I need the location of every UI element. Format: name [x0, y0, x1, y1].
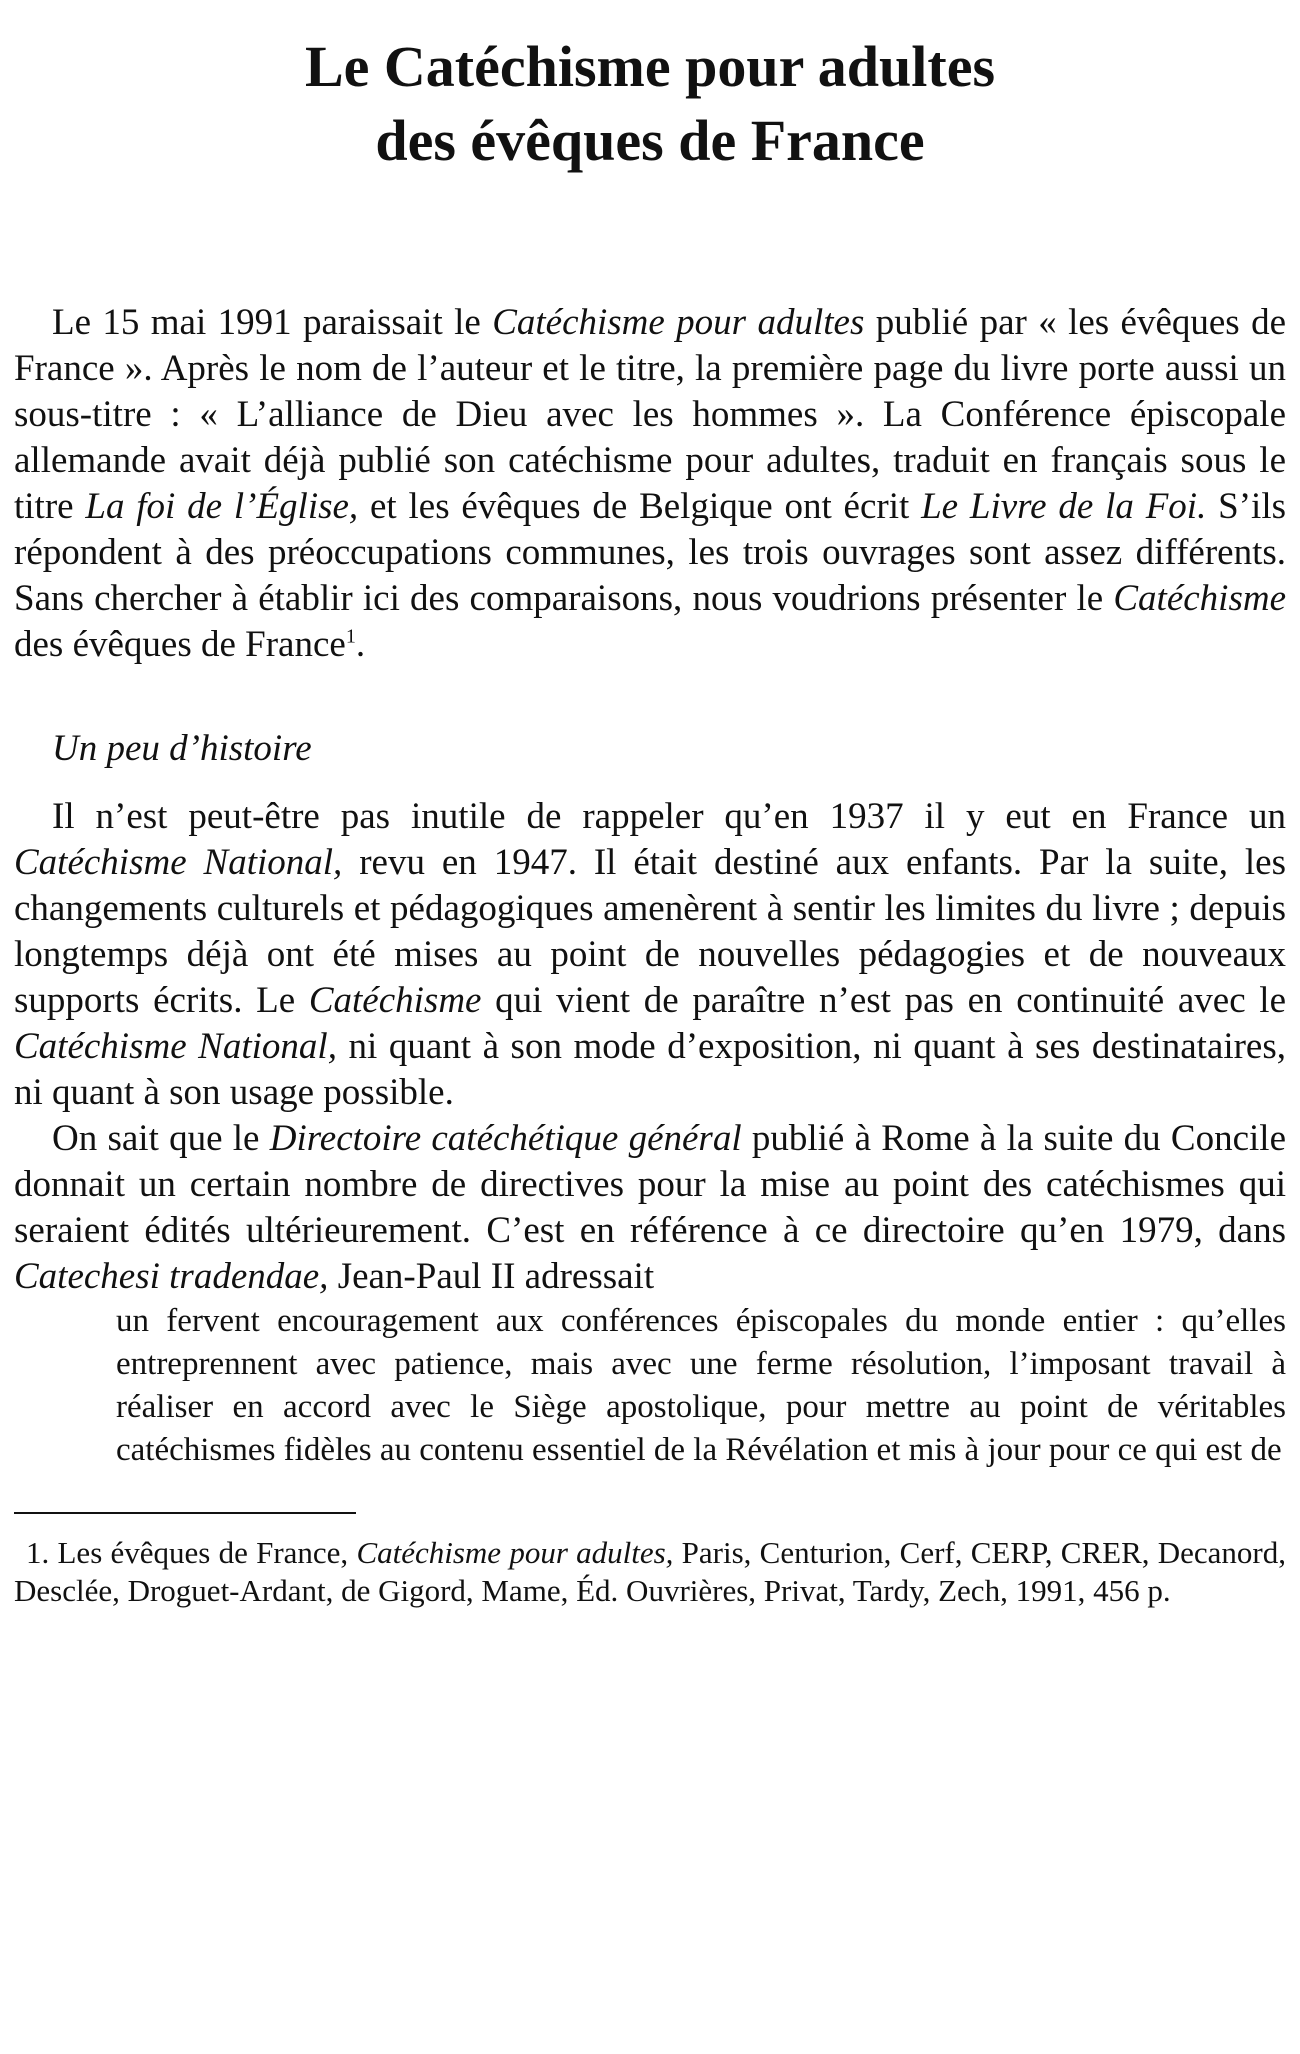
italic-run: Catéchisme pour adultes,	[356, 1535, 674, 1570]
text-run: Le 15 mai 1991 paraissait le	[52, 302, 493, 343]
footnote-separator	[14, 1512, 356, 1514]
text-run: publié par « les évêques de France ». Après le nom de l’auteur et le titre, la première page du livre porte aussi un sous-titre : « L’alliance de Dieu avec les hommes ». La Conférence épiscopale allemande avait déjà publié son catéchisme pour adultes, traduit en français sous le titre	[14, 302, 1287, 527]
italic-run: Catéchisme	[308, 980, 482, 1021]
text-run: On sait que le	[52, 1118, 270, 1159]
title-line-1: Le Catéchisme pour adultes	[304, 34, 996, 99]
block-quote: un fervent encouragement aux conférences épiscopales du monde entier : qu’elles entreprennent avec patience, mais avec une ferme résolution, l’imposant travail à réaliser en accord avec le Siège apostolique, pour mettre au point de véritables catéchismes fidèles au contenu essentiel de la Révélation et mis à jour pour ce qui est de	[116, 1303, 1286, 1468]
footnote-number: 1.	[26, 1535, 50, 1570]
text-run: Il n’est peut-être pas inutile de rappeler qu’en 1937 il y eut en France un	[52, 796, 1286, 837]
title-line-2: des évêques de France	[375, 108, 925, 173]
text-run: ni quant à son mode d’exposition, ni quant à ses destinataires, ni quant à son usage possible.	[14, 1026, 1286, 1113]
italic-run: La foi de l’Église,	[85, 486, 359, 527]
footnote	[14, 1534, 1286, 1610]
text-run: qui vient de paraître n’est pas en continuité avec le	[481, 980, 1287, 1021]
text-run: revu en 1947. Il était destiné aux enfants. Par la suite, les changements culturels et pédagogiques amenèrent à sentir les limites du livre ; depuis longtemps déjà ont été mises au point de nouvelles pédagogies et de nouveaux supports écrits. Le	[14, 842, 1286, 1021]
text-run: S’ils répondent à des préoccupations communes, les trois ouvrages sont assez différents. Sans chercher à établir ici des comparaisons, nous voudrions présenter le	[14, 486, 1287, 619]
italic-run: Catéchisme	[1113, 578, 1286, 619]
text-run: publié à Rome à la suite du Concile donnait un certain nombre de directives pour la mise au point des catéchismes qui seraient édités ultérieurement. C’est en référence à ce directoire qu’en 1979, dans	[14, 1118, 1287, 1251]
text-run: Paris, Centurion, Cerf, CERP, CRER, Decanord, Desclée, Droguet-Ardant, de Gigord, Mame, Éd. Ouvrières, Privat, Tardy, Zech, 1991, 456 p.	[14, 1535, 1287, 1608]
article-title	[14, 30, 1286, 178]
italic-run: Directoire catéchétique général	[269, 1118, 742, 1159]
italic-run: Catechesi tradendae,	[14, 1256, 329, 1297]
text-run: Les évêques de France,	[49, 1535, 357, 1570]
history-paragraph-1	[14, 794, 1286, 1116]
text-run: Jean-Paul II adressait	[328, 1256, 655, 1297]
footnote-reference: 1	[345, 625, 356, 648]
intro-paragraph	[14, 300, 1286, 668]
section-heading: Un peu d’histoire	[52, 728, 312, 769]
italic-run: Le Livre de la Foi.	[921, 486, 1207, 527]
italic-run: Catéchisme pour adultes	[492, 302, 865, 343]
italic-run: Catéchisme National,	[14, 1026, 337, 1067]
history-paragraph-2	[14, 1116, 1286, 1300]
text-run: et les évêques de Belgique ont écrit	[358, 486, 922, 527]
italic-run: Catéchisme National,	[14, 842, 343, 883]
document-page	[14, 0, 1286, 1610]
text-run: .	[355, 624, 366, 665]
text-run: des évêques de France	[14, 624, 346, 665]
